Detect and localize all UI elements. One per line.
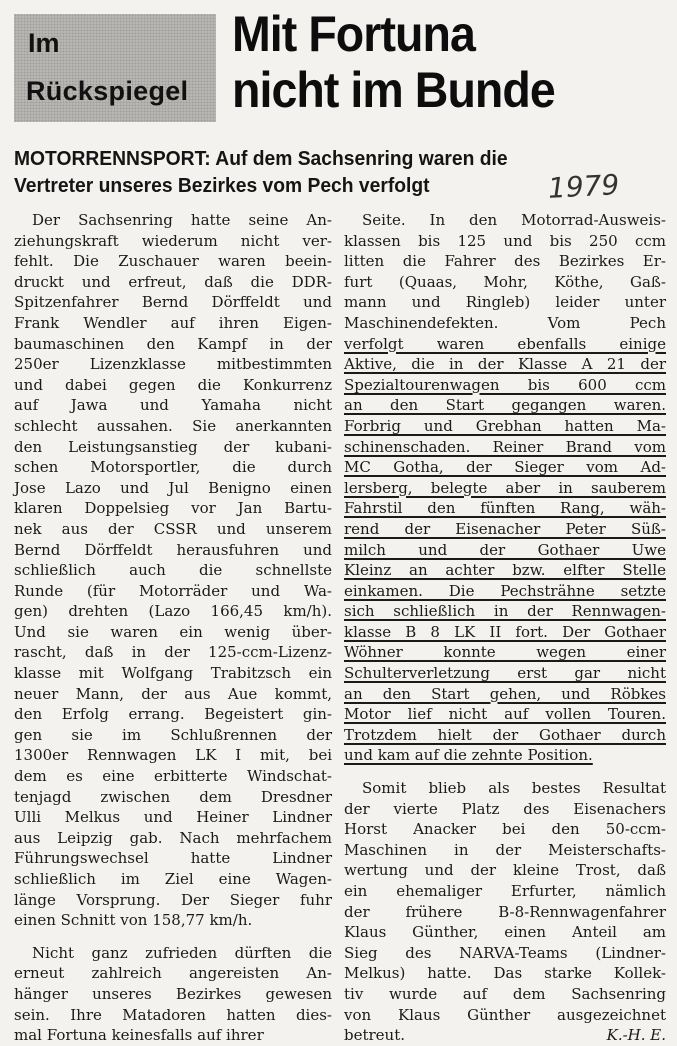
text-line: Aktive, die in der Klasse A 21 der [344,355,666,374]
text-line: klasse mit Wolfgang Trabitzsch ein [14,664,332,683]
text-line: nek aus der CSSR und unserem [14,519,332,538]
text-line: einen Schnitt von 158,77 km/h. [14,911,253,930]
handwritten-year: 1979 [547,168,621,205]
text-line: schen Motorsportler, die durch [14,458,332,477]
left-column [14,210,332,1046]
text-line: Seite. In den Motorrad-Ausweis- [362,211,666,229]
text-line: und kam auf die zehnte Position. [344,746,593,765]
text-line: klasse B 8 LK II fort. Der Gothaer [344,622,666,641]
text-line: einkamen. Die Pechsträhne setzte [344,581,666,600]
text-line: sich schließlich in der Rennwagen- [344,602,666,621]
text-line: Spitzenfahrer Bernd Dörffeldt und [14,293,332,312]
text-line: Fahrstil den fünften Rang, wäh- [344,499,666,518]
text-line: aus Leipzig gab. Nach mehrfachem [14,828,332,847]
paragraph-gap [344,766,666,778]
text-line: schließlich im Ziel eine Wagen- [14,870,332,888]
text-line: baumaschinen den Kampf in der [14,334,332,353]
text-line: betreut. [344,1026,406,1045]
text-line: an den Start gehen, und Röbkes [344,684,666,703]
text-line: Frank Wendler auf ihren Eigen- [14,313,332,332]
text-line: neuer Mann, der aus Aue kommt, [14,684,332,703]
text-line: druckt und erfreut, daß die DDR- [14,272,332,291]
text-line: ein ehemaliger Erfurter, nämlich [344,882,666,900]
text-line: fehlt. Die Zuschauer waren beein- [14,252,332,271]
text-line: gen) drehten (Lazo 166,45 km/h). [14,602,332,621]
subheadline-line-1: MOTORRENNSPORT: Auf dem Sachsenring waren die [14,147,508,170]
text-line: Führungswechsel hatte Lindner [14,849,332,868]
text-line: klassen bis 125 und bis 250 ccm [344,231,666,250]
text-line: Nicht ganz zufrieden dürften die [32,943,332,962]
author-signature: K.-H. E. [606,1026,666,1045]
text-line: Melkus) hatte. Das starke Kollek- [344,964,666,983]
text-line: mal Fortuna keinesfalls auf ihrer [14,1026,264,1045]
text-line: mann und Ringleb) leider unter [344,293,666,312]
text-line: lersberg, belegte aber in sauberem [344,478,666,497]
text-line: von Klaus Günther ausgezeichnet [344,1005,666,1024]
text-line: Kleinz an achter bzw. elfter Stelle [344,561,666,580]
text-line: milch und der Gothaer Uwe [344,540,666,559]
text-line: rascht, daß in der 125-ccm-Lizenz- [14,643,332,662]
text-line: der vierte Platz des Eisenachers [344,799,666,818]
text-line: schließlich auch die schnellste [14,561,332,580]
paragraph-gap [14,931,332,943]
text-line: Spezialtourenwagen bis 600 ccm [344,375,666,394]
text-line: Runde (für Motorräder und Wa- [14,581,332,600]
text-line: 250er Lizenzklasse mitbestimmten [14,355,332,374]
text-line: tenjagd zwischen dem Dresdner [14,787,332,806]
text-line: auf Jawa und Yamaha nicht [14,396,332,415]
text-line: rend der Eisenacher Peter Süß- [344,519,666,538]
text-line: den Erfolg errang. Begeistert gin- [14,705,332,724]
text-line: Forbrig und Grebhan hatten Ma- [344,416,666,435]
text-line: erneut zahlreich angereisten An- [14,964,332,983]
text-line: dem es eine erbitterte Windschat- [14,767,332,786]
text-line: Ulli Melkus und Heiner Lindner [14,808,332,827]
text-line: wertung und der kleine Trost, daß [344,861,666,880]
text-line: Und sie waren ein wenig über- [14,622,332,641]
subheadline [14,145,616,199]
text-line: hänger unseres Bezirkes gewesen [14,984,332,1003]
right-column [344,210,666,1046]
text-line: länge Vorsprung. Der Sieger fuhr [14,890,332,909]
text-line: an den Start gegangen waren. [344,396,666,415]
text-line: schlecht aussahen. Sie anerkannten [14,416,332,435]
text-line: klaren Doppelsieg vor Jan Bartu- [14,499,332,518]
text-line: gen sie im Schlußrennen der [14,725,332,744]
text-line: Maschinendefekten. Vom Pech [344,313,666,332]
text-line: Somit blieb als bestes Resultat [362,779,666,798]
kicker-line-2: Rückspiegel [26,76,189,106]
kicker-line-1: Im [28,28,60,58]
text-line: Motor lief nicht auf vollen Touren. [344,705,666,724]
headline-line-1: Mit Fortuna [232,6,475,62]
text-line: Sieg des NARVA-Teams (Lindner- [344,943,666,962]
text-line: schinenschaden. Reiner Brand vom [344,437,666,456]
text-line: sein. Ihre Matadoren hatten dies- [14,1005,332,1024]
text-line: litten die Fahrer des Bezirkes Er- [344,252,666,271]
text-line: verfolgt waren ebenfalls einige [344,334,666,353]
text-line: Jose Lazo und Jul Benigno einen [14,478,332,497]
kicker-box [14,14,216,122]
text-line: Klaus Günther, einen Anteil am [344,923,666,942]
text-line: Maschinen in der Meisterschafts- [344,840,666,859]
text-line: Horst Anacker bei den 50-ccm- [344,820,666,839]
text-line: furt (Quaas, Mohr, Köthe, Gaß- [344,272,666,291]
text-line: Bernd Dörffeldt herausfuhren und [14,540,332,559]
text-line: tiv wurde auf dem Sachsenring [344,984,666,1003]
text-line: Schulterverletzung erst gar nicht [344,664,666,683]
text-line: ziehungskraft wiederum nicht ver- [14,231,332,250]
text-line: MC Gotha, der Sieger vom Ad- [344,458,666,477]
text-line: Der Sachsenring hatte seine An- [32,211,332,229]
text-line: Trotzdem hielt der Gothaer durch [344,725,666,744]
text-line: den Leistungsanstieg der kubani- [14,437,332,456]
text-line: Wöhner konnte wegen einer [344,643,666,662]
subheadline-line-2: Vertreter unseres Bezirkes vom Pech verfolgt [14,174,430,197]
headline-line-2: nicht im Bunde [232,62,555,118]
text-line: und dabei gegen die Konkurrenz [14,375,332,394]
text-line: der frühere B-8-Rennwagenfahrer [344,902,666,921]
text-line: 1300er Rennwagen LK I mit, bei [14,746,332,765]
headline [232,6,641,118]
